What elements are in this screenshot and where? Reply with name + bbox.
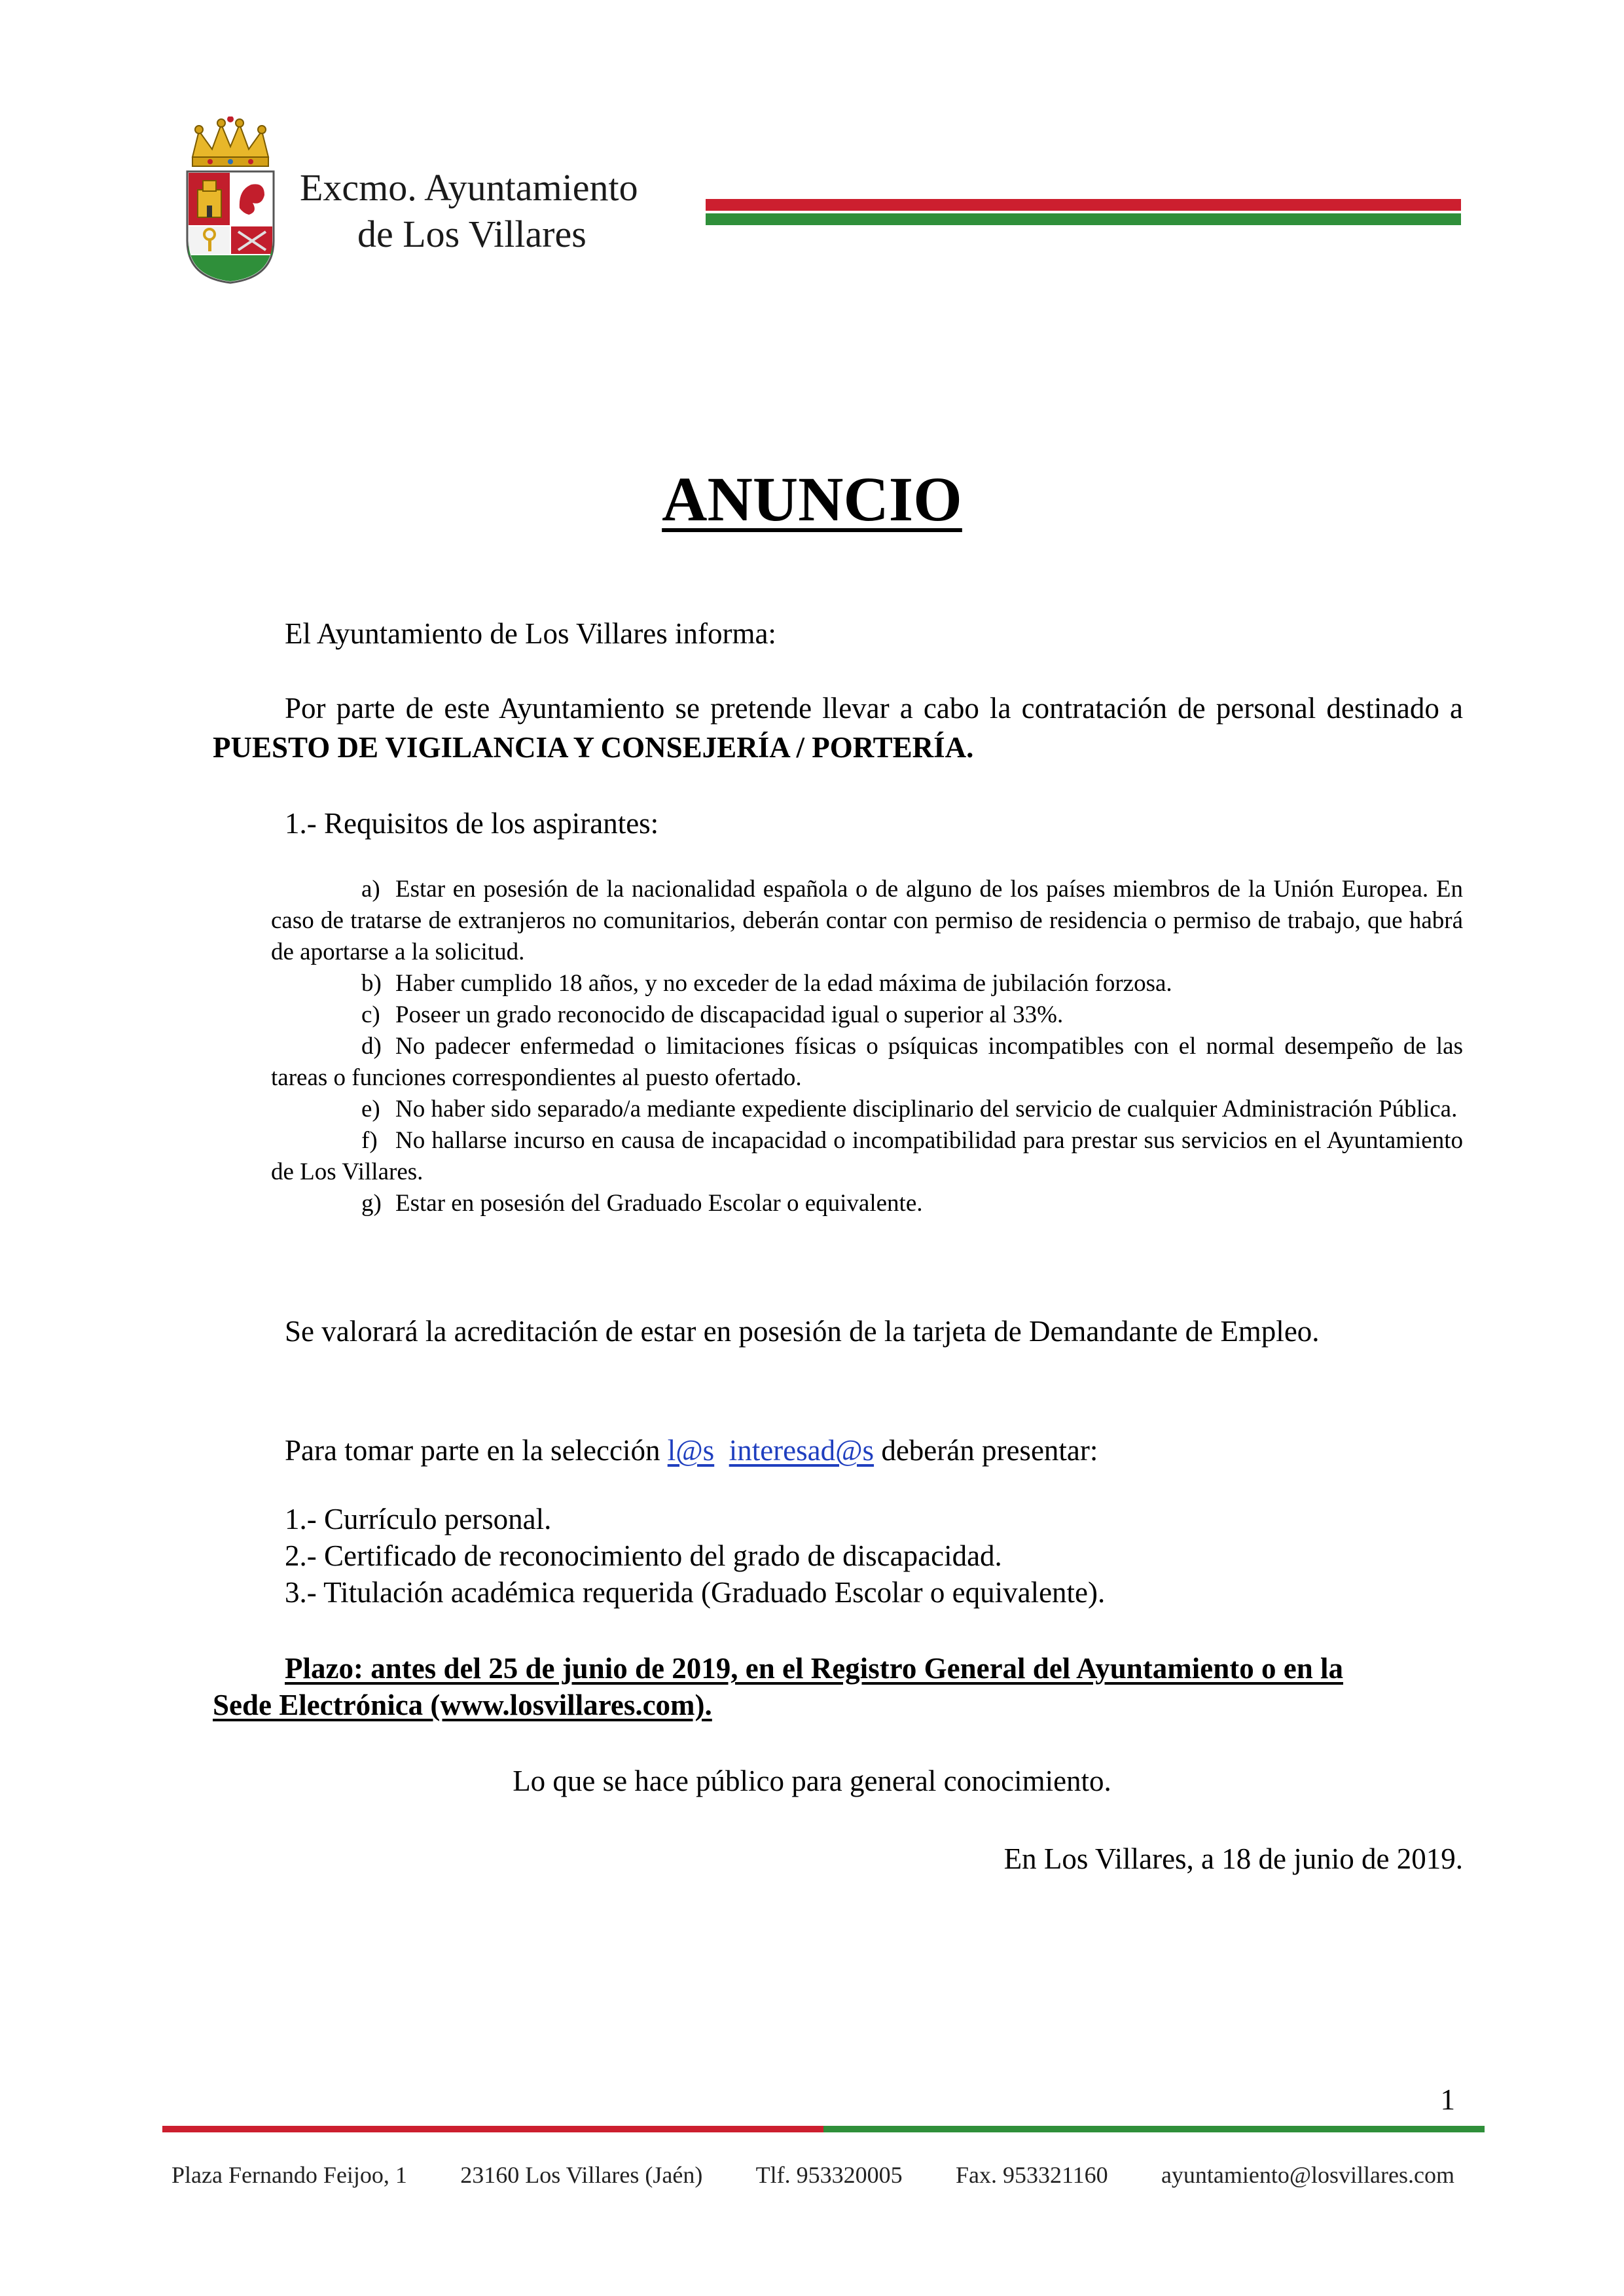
footer-email: ayuntamiento@losvillares.com xyxy=(1161,2162,1454,2188)
deadline-line2: Sede Electrónica (www.losvillares.com). xyxy=(213,1689,712,1721)
header-title-line1: Excmo. Ayuntamiento xyxy=(300,166,638,209)
deadline-notice xyxy=(213,1650,1463,1723)
shield-icon xyxy=(187,171,274,283)
header-title-line2: de Los Villares xyxy=(357,213,586,255)
link-interesados[interactable]: interesad@s xyxy=(729,1434,875,1467)
footer-color-bar xyxy=(162,2126,1485,2132)
footer-address: Plaza Fernando Feijoo, 1 xyxy=(171,2162,407,2188)
date-line: En Los Villares, a 18 de junio de 2019. xyxy=(1003,1842,1463,1875)
document-item: 2.- Certificado de reconocimiento del grado de discapacidad. xyxy=(285,1539,1002,1572)
requirements-list xyxy=(271,874,1463,1219)
document-title: ANUNCIO xyxy=(662,464,962,534)
required-documents-list xyxy=(285,1501,1105,1611)
requirement-item: c) Poseer un grado reconocido de discapacidad igual o superior al 33%. xyxy=(361,1001,1064,1028)
intro-text: El Ayuntamiento de Los Villares informa: xyxy=(285,617,776,650)
requirement-item: g) Estar en posesión del Graduado Escolar o equivalente. xyxy=(361,1190,923,1217)
requirement-item: d) No padecer enfermedad o limitaciones físicas o psíquicas incompatibles con el normal desempeño de las tareas o funciones correspondientes al puesto ofertado. xyxy=(271,1033,1463,1091)
document-item: 1.- Currículo personal. xyxy=(285,1503,552,1535)
crest-icon xyxy=(181,117,280,284)
page-number: 1 xyxy=(1440,2083,1455,2116)
requirement-item: f) No hallarse incurso en causa de incapacidad o incompatibilidad para prestar sus servicios en el Ayuntamiento de Los Villares. xyxy=(271,1127,1463,1185)
requirement-item: b) Haber cumplido 18 años, y no exceder de la edad máxima de jubilación forzosa. xyxy=(361,970,1172,997)
crown-icon xyxy=(192,117,268,166)
municipal-crest-logo xyxy=(181,117,280,284)
footer-fax: Fax. 953321160 xyxy=(955,2162,1108,2188)
public-notice-closing: Lo que se hace público para general conocimiento. xyxy=(513,1765,1111,1797)
requirement-item: e) No haber sido separado/a mediante expediente disciplinario del servicio de cualquier Administración Pública. xyxy=(361,1096,1458,1122)
valuation-note: Se valorará la acreditación de estar en posesión de la tarjeta de Demandante de Empleo. xyxy=(285,1315,1320,1348)
requirement-item: a) Estar en posesión de la nacionalidad española o de alguno de los países miembros de la Unión Europea. En caso de tratarse de extranjeros no comunitarios, deberán contar con permiso de residencia o permiso de trabajo, que habrá de aportarse a la solicitud. xyxy=(271,876,1463,965)
intro-paragraph: Por parte de este Ayuntamiento se pretende llevar a cabo la contratación de personal destinado a PUESTO DE VIGILANCIA Y CONSEJERÍA / PORTERÍA. xyxy=(213,692,1463,764)
footer-phone: Tlf. 953320005 xyxy=(755,2162,903,2188)
selection-instructions: Para tomar parte en la selección l@s interesad@s deberán presentar: xyxy=(285,1434,1098,1467)
position-name: PUESTO DE VIGILANCIA Y CONSEJERÍA / PORTERÍA. xyxy=(213,731,974,764)
document-item: 3.- Titulación académica requerida (Graduado Escolar o equivalente). xyxy=(285,1576,1106,1609)
requirements-heading: 1.- Requisitos de los aspirantes: xyxy=(285,807,659,840)
deadline-line1: Plazo: antes del 25 de junio de 2019, en el Registro General del Ayuntamiento o en la xyxy=(285,1652,1343,1685)
header-color-bar xyxy=(706,199,1461,225)
footer-city: 23160 Los Villares (Jaén) xyxy=(460,2162,703,2188)
link-las[interactable]: l@s xyxy=(667,1434,715,1467)
footer-contact xyxy=(171,2160,1454,2190)
